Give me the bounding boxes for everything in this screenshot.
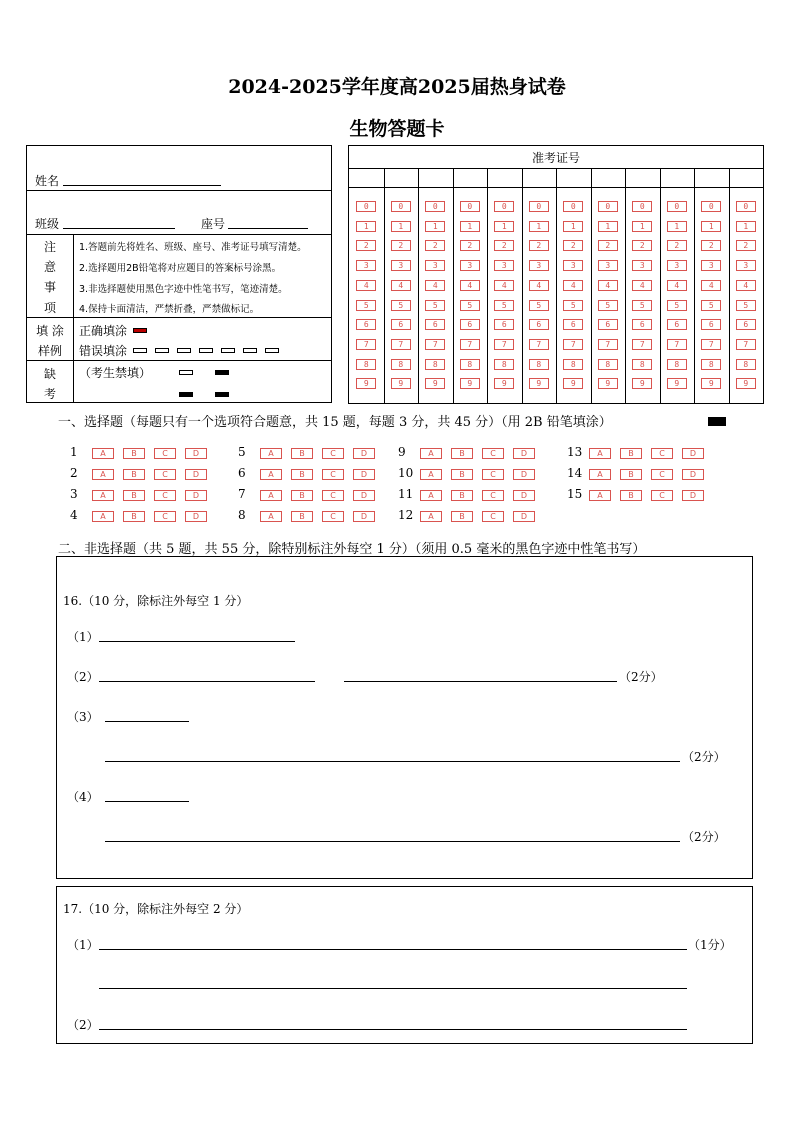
answer-option-bubble[interactable]: A [92, 448, 114, 459]
answer-option-bubble[interactable]: A [260, 469, 282, 480]
ticket-digit-bubble[interactable]: 7 [356, 339, 376, 350]
answer-option-bubble[interactable]: C [154, 448, 176, 459]
ticket-digit-bubble[interactable]: 5 [701, 300, 721, 311]
answer-option-bubble[interactable]: A [420, 511, 442, 522]
ticket-digit-bubble[interactable]: 8 [701, 359, 721, 370]
question-number: 13 [567, 445, 583, 459]
ticket-digit-bubble[interactable]: 0 [701, 201, 721, 212]
answer-option-bubble[interactable]: A [589, 490, 611, 501]
wrong-sample-icon [155, 348, 169, 353]
ticket-digit-bubble[interactable]: 9 [460, 378, 480, 389]
ticket-title: 准考证号 [531, 151, 580, 165]
wrong-sample-icon [133, 348, 147, 353]
notice-char: 注 [43, 240, 56, 254]
ticket-digit-bubble[interactable]: 9 [701, 378, 721, 389]
absent-box[interactable] [179, 370, 193, 375]
q17-part1-line[interactable] [99, 988, 687, 989]
ticket-digit-bubble[interactable]: 2 [460, 240, 480, 251]
question-number: 3 [70, 487, 78, 501]
question-number: 10 [398, 466, 414, 480]
absent-label: 缺 [43, 367, 56, 381]
ticket-digit-bubble[interactable]: 1 [667, 221, 687, 232]
ticket-digit-bubble[interactable]: 4 [598, 280, 618, 291]
ticket-digit-bubble[interactable]: 3 [598, 260, 618, 271]
seat-label: 座号 [201, 217, 226, 231]
ticket-digit-bubble[interactable]: 5 [736, 300, 756, 311]
answer-option-bubble[interactable]: C [651, 448, 673, 459]
answer-option-bubble[interactable]: D [185, 469, 207, 480]
q16-title: 16.（10 分，除标注外每空 1 分） [63, 594, 249, 608]
answer-option-bubble[interactable]: D [513, 490, 535, 501]
answer-option-bubble[interactable]: D [682, 490, 704, 501]
question-number: 12 [398, 508, 414, 522]
ticket-digit-bubble[interactable]: 5 [529, 300, 549, 311]
notice-item: 4.保持卡面清洁，严禁折叠，严禁做标记。 [79, 304, 260, 315]
ticket-digit-bubble[interactable]: 5 [598, 300, 618, 311]
ticket-digit-bubble[interactable]: 2 [529, 240, 549, 251]
q17-part1-line[interactable] [99, 949, 687, 950]
answer-option-bubble[interactable]: A [420, 490, 442, 501]
q16-part1-label: （1） [67, 630, 99, 644]
student-info-box [26, 145, 332, 403]
ticket-digit-bubble[interactable]: 6 [701, 319, 721, 330]
answer-option-bubble[interactable]: D [185, 448, 207, 459]
ticket-column-divider [453, 168, 454, 403]
answer-option-bubble[interactable]: C [651, 490, 673, 501]
ticket-digit-bubble[interactable]: 3 [391, 260, 411, 271]
answer-option-bubble[interactable]: B [123, 448, 145, 459]
ticket-digit-bubble[interactable]: 0 [356, 201, 376, 212]
answer-option-bubble[interactable]: B [620, 469, 642, 480]
ticket-digit-bubble[interactable]: 1 [494, 221, 514, 232]
notice-char: 事 [43, 280, 56, 294]
ticket-column-divider [522, 168, 523, 403]
ticket-digit-bubble[interactable]: 5 [632, 300, 652, 311]
ticket-column-divider [660, 168, 661, 403]
answer-option-bubble[interactable]: C [482, 511, 504, 522]
answer-option-bubble[interactable]: D [185, 511, 207, 522]
wrong-sample-icon [243, 348, 257, 353]
q17-part2-line[interactable] [99, 1029, 687, 1030]
ticket-digit-bubble[interactable]: 3 [425, 260, 445, 271]
answer-option-bubble[interactable]: C [322, 511, 344, 522]
ticket-digit-bubble[interactable]: 5 [563, 300, 583, 311]
question-number: 15 [567, 487, 583, 501]
question-number: 2 [70, 466, 78, 480]
ticket-digit-bubble[interactable]: 6 [667, 319, 687, 330]
ticket-digit-bubble[interactable]: 4 [391, 280, 411, 291]
q16-part2-score: （2分） [619, 670, 663, 684]
answer-option-bubble[interactable]: C [482, 490, 504, 501]
notice-item: 3.非选择题使用黑色字迹中性笔书写，笔迹清楚。 [79, 284, 288, 295]
ticket-digit-bubble[interactable]: 8 [667, 359, 687, 370]
q16-part2-label: （2） [67, 670, 99, 684]
ticket-digit-bubble[interactable]: 0 [667, 201, 687, 212]
ticket-digit-bubble[interactable]: 0 [425, 201, 445, 212]
correct-fill-sample [133, 328, 147, 333]
ticket-digit-bubble[interactable]: 3 [460, 260, 480, 271]
exam-title: 2024-2025学年度高2025届热身试卷 [228, 76, 566, 98]
q16-part3-line[interactable] [105, 761, 680, 762]
ticket-digit-bubble[interactable]: 8 [563, 359, 583, 370]
ticket-digit-bubble[interactable]: 9 [632, 378, 652, 389]
ticket-digit-bubble[interactable]: 4 [494, 280, 514, 291]
q17-part1-label: （1） [67, 938, 99, 952]
ticket-digit-bubble[interactable]: 4 [356, 280, 376, 291]
absent-mark [179, 392, 193, 397]
answer-option-bubble[interactable]: A [589, 448, 611, 459]
answer-option-bubble[interactable]: C [482, 469, 504, 480]
ticket-digit-bubble[interactable]: 5 [667, 300, 687, 311]
ticket-digit-bubble[interactable]: 4 [529, 280, 549, 291]
ticket-digit-bubble[interactable]: 6 [529, 319, 549, 330]
answer-option-bubble[interactable]: B [451, 448, 473, 459]
ticket-number-grid [348, 145, 764, 404]
ticket-digit-bubble[interactable]: 7 [632, 339, 652, 350]
q16-part2-line[interactable] [344, 681, 617, 682]
ticket-digit-bubble[interactable]: 3 [563, 260, 583, 271]
ticket-digit-bubble[interactable]: 8 [425, 359, 445, 370]
q17-title: 17.（10 分，除标注外每空 2 分） [63, 902, 249, 916]
question-number: 4 [70, 508, 78, 522]
answer-option-bubble[interactable]: B [123, 469, 145, 480]
ticket-digit-bubble[interactable]: 6 [494, 319, 514, 330]
ticket-digit-bubble[interactable]: 4 [425, 280, 445, 291]
ticket-digit-bubble[interactable]: 6 [460, 319, 480, 330]
answer-option-bubble[interactable]: D [513, 469, 535, 480]
ticket-digit-bubble[interactable]: 4 [667, 280, 687, 291]
ticket-digit-bubble[interactable]: 0 [460, 201, 480, 212]
wrong-sample-icon [221, 348, 235, 353]
ticket-digit-bubble[interactable]: 5 [494, 300, 514, 311]
ticket-column-divider [418, 168, 419, 403]
answer-option-bubble[interactable]: D [353, 511, 375, 522]
notice-char: 意 [43, 260, 56, 274]
ticket-digit-bubble[interactable]: 4 [701, 280, 721, 291]
ticket-digit-bubble[interactable]: 2 [356, 240, 376, 251]
answer-option-bubble[interactable]: D [682, 469, 704, 480]
ticket-digit-bubble[interactable]: 7 [701, 339, 721, 350]
ticket-digit-bubble[interactable]: 3 [632, 260, 652, 271]
ticket-digit-bubble[interactable]: 2 [632, 240, 652, 251]
q16-part1-line[interactable] [99, 641, 295, 642]
answer-option-bubble[interactable]: B [451, 469, 473, 480]
ticket-digit-bubble[interactable]: 3 [529, 260, 549, 271]
answer-option-bubble[interactable]: A [92, 490, 114, 501]
ticket-digit-bubble[interactable]: 5 [391, 300, 411, 311]
answer-option-bubble[interactable]: B [291, 469, 313, 480]
ticket-digit-bubble[interactable]: 0 [494, 201, 514, 212]
notice-item: 2.选择题用2B铅笔将对应题目的答案标号涂黑。 [79, 263, 282, 274]
ticket-digit-bubble[interactable]: 8 [632, 359, 652, 370]
q16-part3-label: （3） [67, 710, 99, 724]
section2-heading: 二、非选择题（共 5 题，共 55 分，除特别标注外每空 1 分）（须用 0.5 毫米的黑色字迹中性笔书写） [58, 542, 646, 557]
ticket-digit-bubble[interactable]: 8 [494, 359, 514, 370]
ticket-digit-bubble[interactable]: 8 [391, 359, 411, 370]
answer-option-bubble[interactable]: A [92, 511, 114, 522]
ticket-digit-bubble[interactable]: 5 [425, 300, 445, 311]
ticket-digit-bubble[interactable]: 0 [632, 201, 652, 212]
answer-option-bubble[interactable]: B [451, 490, 473, 501]
ticket-digit-bubble[interactable]: 7 [736, 339, 756, 350]
notice-char: 项 [43, 301, 56, 315]
ticket-digit-bubble[interactable]: 6 [563, 319, 583, 330]
answer-option-bubble[interactable]: B [291, 490, 313, 501]
ticket-digit-bubble[interactable]: 1 [736, 221, 756, 232]
answer-option-bubble[interactable]: D [513, 511, 535, 522]
ticket-column-divider [591, 168, 592, 403]
ticket-digit-bubble[interactable]: 2 [494, 240, 514, 251]
answer-option-bubble[interactable]: B [620, 490, 642, 501]
ticket-digit-bubble[interactable]: 1 [563, 221, 583, 232]
answer-option-bubble[interactable]: D [682, 448, 704, 459]
answer-option-bubble[interactable]: C [154, 469, 176, 480]
answer-option-bubble[interactable]: C [322, 448, 344, 459]
question-number: 8 [238, 508, 246, 522]
ticket-digit-bubble[interactable]: 9 [598, 378, 618, 389]
sample-label: 填 涂 [36, 324, 64, 338]
ticket-digit-bubble[interactable]: 2 [736, 240, 756, 251]
answer-option-bubble[interactable]: B [123, 490, 145, 501]
ticket-digit-bubble[interactable]: 1 [356, 221, 376, 232]
answer-option-bubble[interactable]: A [589, 469, 611, 480]
ticket-digit-bubble[interactable]: 7 [494, 339, 514, 350]
wrong-sample-icon [177, 348, 191, 353]
seat-field[interactable] [228, 228, 308, 229]
ticket-digit-bubble[interactable]: 7 [667, 339, 687, 350]
sample-label: 样例 [37, 344, 62, 358]
ticket-digit-bubble[interactable]: 1 [529, 221, 549, 232]
answer-option-bubble[interactable]: B [451, 511, 473, 522]
ticket-digit-bubble[interactable]: 6 [391, 319, 411, 330]
ticket-digit-bubble[interactable]: 1 [598, 221, 618, 232]
ticket-digit-bubble[interactable]: 2 [563, 240, 583, 251]
q16-part2-line[interactable] [99, 681, 315, 682]
ticket-column-divider [625, 168, 626, 403]
ticket-digit-bubble[interactable]: 7 [460, 339, 480, 350]
ticket-digit-bubble[interactable]: 1 [460, 221, 480, 232]
card-subtitle: 生物答题卡 [349, 118, 445, 140]
ticket-column-divider [694, 168, 695, 403]
ticket-column-divider [556, 168, 557, 403]
ticket-digit-bubble[interactable]: 4 [736, 280, 756, 291]
q16-part4-label: （4） [67, 790, 99, 804]
ticket-digit-bubble[interactable]: 7 [425, 339, 445, 350]
wrong-sample-icon [199, 348, 213, 353]
ticket-digit-bubble[interactable]: 3 [667, 260, 687, 271]
answer-option-bubble[interactable]: B [291, 448, 313, 459]
ticket-digit-bubble[interactable]: 2 [425, 240, 445, 251]
class-field[interactable] [63, 228, 175, 229]
ticket-digit-bubble[interactable]: 2 [701, 240, 721, 251]
answer-option-bubble[interactable]: C [482, 448, 504, 459]
ticket-digit-bubble[interactable]: 8 [529, 359, 549, 370]
q17-answer-box [56, 886, 753, 1044]
ticket-digit-bubble[interactable]: 9 [563, 378, 583, 389]
ticket-digit-bubble[interactable]: 9 [356, 378, 376, 389]
question-number: 14 [567, 466, 583, 480]
ticket-digit-bubble[interactable]: 6 [356, 319, 376, 330]
ticket-digit-bubble[interactable]: 3 [736, 260, 756, 271]
answer-option-bubble[interactable]: D [513, 448, 535, 459]
absent-mark [215, 392, 229, 397]
answer-option-bubble[interactable]: B [291, 511, 313, 522]
answer-option-bubble[interactable]: D [185, 490, 207, 501]
absent-label: 考 [43, 387, 56, 401]
answer-option-bubble[interactable]: C [322, 469, 344, 480]
anchor-mark [708, 417, 726, 426]
ticket-digit-bubble[interactable]: 8 [598, 359, 618, 370]
ticket-digit-bubble[interactable]: 6 [598, 319, 618, 330]
ticket-digit-bubble[interactable]: 0 [736, 201, 756, 212]
ticket-digit-bubble[interactable]: 9 [494, 378, 514, 389]
answer-option-bubble[interactable]: A [420, 448, 442, 459]
absent-note: （考生禁填） [79, 366, 152, 380]
answer-option-bubble[interactable]: D [353, 469, 375, 480]
ticket-digit-bubble[interactable]: 0 [563, 201, 583, 212]
answer-option-bubble[interactable]: A [420, 469, 442, 480]
answer-option-bubble[interactable]: C [651, 469, 673, 480]
answer-option-bubble[interactable]: A [260, 511, 282, 522]
answer-option-bubble[interactable]: C [322, 490, 344, 501]
correct-fill-label: 正确填涂 [79, 324, 128, 338]
answer-option-bubble[interactable]: A [92, 469, 114, 480]
ticket-digit-bubble[interactable]: 9 [736, 378, 756, 389]
question-number: 1 [70, 445, 78, 459]
ticket-digit-bubble[interactable]: 5 [356, 300, 376, 311]
ticket-digit-bubble[interactable]: 7 [529, 339, 549, 350]
class-label: 班级 [35, 217, 60, 231]
ticket-digit-bubble[interactable]: 6 [425, 319, 445, 330]
q16-part4-score: （2分） [682, 830, 726, 844]
ticket-digit-bubble[interactable]: 0 [529, 201, 549, 212]
q17-part2-label: （2） [67, 1018, 99, 1032]
ticket-digit-bubble[interactable]: 5 [460, 300, 480, 311]
answer-option-bubble[interactable]: C [154, 511, 176, 522]
q17-part1-score: （1分） [688, 938, 732, 952]
name-field[interactable] [63, 185, 221, 186]
ticket-digit-bubble[interactable]: 9 [425, 378, 445, 389]
answer-option-bubble[interactable]: A [260, 490, 282, 501]
ticket-digit-bubble[interactable]: 1 [632, 221, 652, 232]
q16-part4-line[interactable] [105, 801, 189, 802]
ticket-digit-bubble[interactable]: 3 [356, 260, 376, 271]
ticket-digit-bubble[interactable]: 9 [529, 378, 549, 389]
answer-option-bubble[interactable]: D [353, 448, 375, 459]
absent-mark [215, 370, 229, 375]
answer-option-bubble[interactable]: A [260, 448, 282, 459]
ticket-digit-bubble[interactable]: 9 [391, 378, 411, 389]
question-number: 7 [238, 487, 246, 501]
ticket-digit-bubble[interactable]: 2 [391, 240, 411, 251]
ticket-digit-bubble[interactable]: 3 [494, 260, 514, 271]
ticket-digit-bubble[interactable]: 8 [460, 359, 480, 370]
ticket-digit-bubble[interactable]: 1 [701, 221, 721, 232]
name-label: 姓名 [35, 174, 60, 188]
question-number: 11 [398, 487, 414, 501]
ticket-digit-bubble[interactable]: 4 [632, 280, 652, 291]
question-number: 5 [238, 445, 246, 459]
ticket-digit-bubble[interactable]: 8 [736, 359, 756, 370]
ticket-digit-bubble[interactable]: 4 [563, 280, 583, 291]
q16-part3-score: （2分） [682, 750, 726, 764]
ticket-digit-bubble[interactable]: 2 [598, 240, 618, 251]
ticket-digit-bubble[interactable]: 9 [667, 378, 687, 389]
q16-part4-line[interactable] [105, 841, 680, 842]
q16-answer-box [56, 556, 753, 879]
question-number: 9 [398, 445, 406, 459]
ticket-digit-bubble[interactable]: 3 [701, 260, 721, 271]
ticket-digit-bubble[interactable]: 0 [391, 201, 411, 212]
ticket-column-divider [487, 168, 488, 403]
ticket-digit-bubble[interactable]: 0 [598, 201, 618, 212]
question-number: 6 [238, 466, 246, 480]
ticket-digit-bubble[interactable]: 6 [736, 319, 756, 330]
ticket-column-divider [729, 168, 730, 403]
ticket-column-divider [384, 168, 385, 403]
ticket-digit-bubble[interactable]: 1 [425, 221, 445, 232]
ticket-digit-bubble[interactable]: 7 [563, 339, 583, 350]
section1-heading: 一、选择题（每题只有一个选项符合题意，共 15 题，每题 3 分，共 45 分）（用 2B 铅笔填涂） [58, 415, 612, 430]
answer-option-bubble[interactable]: B [620, 448, 642, 459]
ticket-digit-bubble[interactable]: 4 [460, 280, 480, 291]
ticket-digit-bubble[interactable]: 7 [598, 339, 618, 350]
ticket-digit-bubble[interactable]: 6 [632, 319, 652, 330]
answer-option-bubble[interactable]: D [353, 490, 375, 501]
ticket-digit-bubble[interactable]: 7 [391, 339, 411, 350]
wrong-sample-icon [265, 348, 279, 353]
ticket-digit-bubble[interactable]: 1 [391, 221, 411, 232]
ticket-digit-bubble[interactable]: 8 [356, 359, 376, 370]
q16-part3-line[interactable] [105, 721, 189, 722]
answer-option-bubble[interactable]: B [123, 511, 145, 522]
answer-option-bubble[interactable]: C [154, 490, 176, 501]
ticket-digit-bubble[interactable]: 2 [667, 240, 687, 251]
notice-item: 1.答题前先将姓名、班级、座号、准考证号填写清楚。 [79, 242, 307, 253]
wrong-fill-label: 错误填涂 [79, 344, 128, 358]
